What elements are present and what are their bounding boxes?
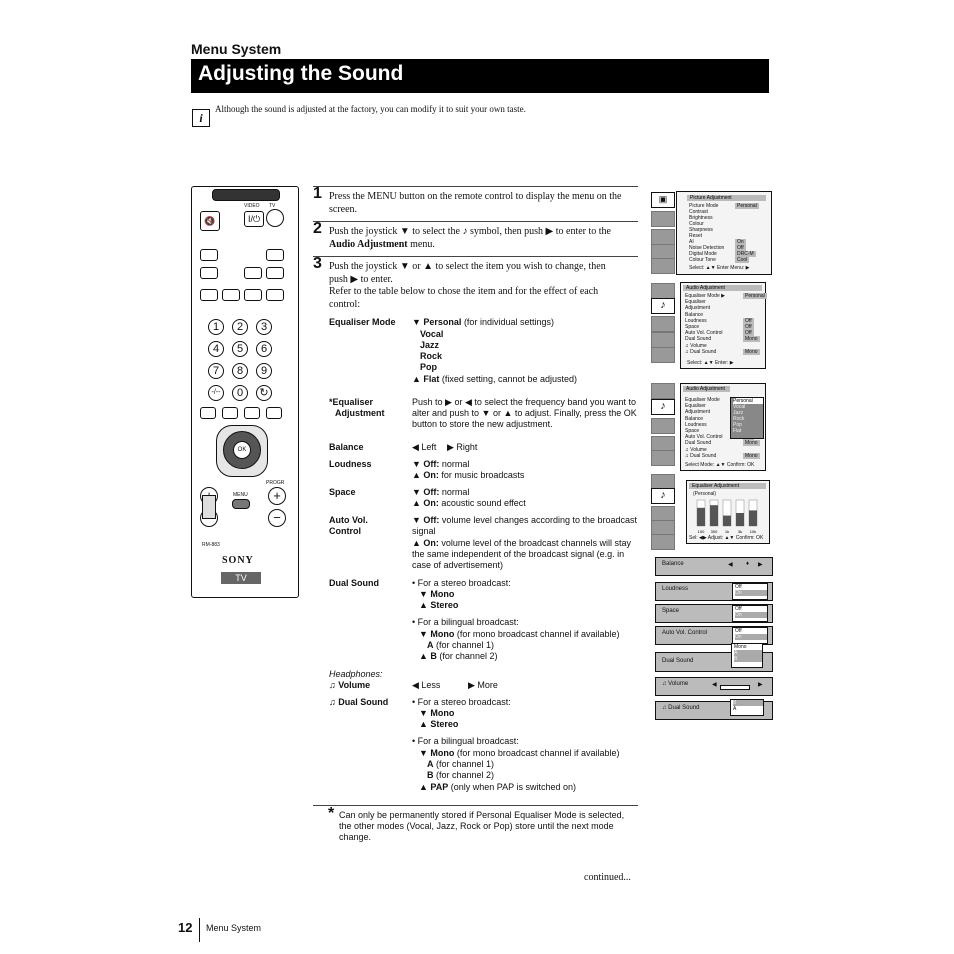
hp-b-note: (for channel 2) xyxy=(433,770,495,780)
screen-row-label: ♫ Volume xyxy=(685,446,707,453)
auto-vol-off xyxy=(412,515,638,537)
hp-mono: ▼ Mono xyxy=(419,708,455,718)
dual-b xyxy=(419,651,497,662)
continued-note: continued... xyxy=(584,872,631,883)
remote-control xyxy=(191,186,299,598)
auto-vol-bar-label: Auto Vol. Control xyxy=(662,630,708,636)
loudness-opt-on: On xyxy=(735,590,767,596)
screen-row-label: Colour Tone xyxy=(689,257,716,263)
tv-badge: TV xyxy=(221,572,261,584)
hp-a-note: (for channel 1) xyxy=(433,759,495,769)
equaliser-band-level xyxy=(749,510,757,526)
auto-vol-opt-on: On xyxy=(735,634,767,640)
equaliser-band-label: 100 xyxy=(697,529,705,534)
equaliser-adjust-text: Push to ▶ or ◀ to select the frequency band you want to alter and push to ▼ or ▲ to adjust. Finally, press the OK button to store the new adjustment. xyxy=(412,397,637,429)
loudness-off-key: ▼ Off: xyxy=(412,459,440,469)
screen-row-label: Adjustment xyxy=(685,305,711,312)
menu-tab-extra xyxy=(651,258,675,274)
footnote-text: Can only be permanently stored if Personal Equaliser Mode is selected, the other modes (Vocal, Jazz, Rock or Pop) store until the next mode change. xyxy=(339,810,625,842)
equaliser-personal xyxy=(412,317,554,328)
mode-rock: Rock xyxy=(420,351,443,361)
screen-row-label: Equaliser xyxy=(685,403,706,410)
auto-vol-on-text: volume level of the broadcast channels will stay the same independent of the broadcast signal (e.g. in case of advertisement) xyxy=(412,538,632,570)
personal-note: (for individual settings) xyxy=(461,317,554,327)
loudness-options xyxy=(732,583,768,600)
remote-button-row2-c xyxy=(266,267,284,279)
hp-stereo-bc: • For a stereo broadcast: xyxy=(412,697,511,707)
mode-vocal: Vocal xyxy=(420,329,444,339)
progr-label: PROGR xyxy=(266,480,285,486)
step-divider-1 xyxy=(313,186,638,187)
dual-opt-a: A xyxy=(734,650,762,656)
tv-label: TV xyxy=(269,203,276,209)
number-button-1: 1 xyxy=(208,319,224,335)
equaliser-band-level xyxy=(710,505,718,526)
menu-tab-picture: ▣ xyxy=(651,192,675,208)
hp-volume-more: ▶ More xyxy=(468,680,498,690)
video-power-button: I/⏻ xyxy=(244,211,264,227)
menu-tab-features-2 xyxy=(651,316,675,332)
balance-bar-label: Balance xyxy=(662,561,684,567)
screen-row-label: Balance xyxy=(685,311,704,318)
video-label: VIDEO xyxy=(244,203,260,209)
footer-section: Menu System xyxy=(206,923,262,933)
dual-a xyxy=(427,640,494,651)
menu-tab-sound xyxy=(651,211,675,227)
loudness-off-text: normal xyxy=(439,459,470,469)
remote-button-row3-d xyxy=(266,289,284,301)
equaliser-band-label: 10k xyxy=(749,529,757,534)
balance-bar xyxy=(655,557,773,576)
remote-button-row1-left xyxy=(200,249,218,261)
hp-pap-note: (only when PAP is switched on) xyxy=(448,782,576,792)
screen-row-label: Loudness xyxy=(685,421,707,428)
step-text-2c: menu. xyxy=(407,238,435,250)
loudness-on-text: for music broadcasts xyxy=(438,470,525,480)
screen-row-label: Dual Sound xyxy=(685,440,712,447)
personal-option: ▼ Personal xyxy=(412,317,462,327)
screen-row-label: Digital Mode xyxy=(689,251,717,257)
dual-b-key: ▲ B xyxy=(419,651,437,661)
step-text-2b: Audio Adjustment xyxy=(329,238,408,250)
screen-row-label: ♫ Dual Sound xyxy=(685,348,717,355)
dual-mono2-key: ▼ Mono xyxy=(419,629,455,639)
balance-left: ◀ Left xyxy=(412,442,437,452)
equaliser-mode-option: Jazz xyxy=(733,410,744,416)
hp-a xyxy=(427,759,494,770)
space-off xyxy=(412,487,469,498)
auto-vol-off-key: ▼ Off: xyxy=(412,515,440,525)
menu-tab-sound-2: ♪ xyxy=(651,298,675,314)
dual-stereo: ▲ Stereo xyxy=(419,600,459,610)
equaliser-screen-footer: Sel: ◀▶ Adjust: ▲▼ Confirm: OK xyxy=(689,535,764,541)
balance-left-arrow: ◀ xyxy=(728,562,733,568)
teletext-button xyxy=(244,407,260,419)
equaliser-flat xyxy=(412,374,577,385)
dual-bilingual-bc: • For a bilingual broadcast: xyxy=(412,617,519,627)
sound-button xyxy=(200,407,216,419)
screen-row-label: Sharpness xyxy=(689,227,713,233)
auto-vol-off-text: volume level changes according to the broadcast signal xyxy=(412,515,638,536)
remote-top-bar xyxy=(212,189,280,201)
equaliser-mode-option: Flat xyxy=(733,428,742,434)
picture-screen-footer: Select: ▲▼ Enter Menu: ▶ xyxy=(689,265,750,271)
number-button-8: 8 xyxy=(232,363,248,379)
equaliser-screen-subtitle: (Personal) xyxy=(693,491,717,497)
step-text-3: Push the joystick ▼ or ▲ to select the item you wish to change, then push ▶ to enter. xyxy=(329,261,606,285)
flat-option: ▲ Flat xyxy=(412,374,440,384)
equaliser-screen-title: Equaliser Adjustment xyxy=(689,483,766,489)
equaliser-band-level xyxy=(697,508,705,526)
auto-vol-on-key: ▲ On: xyxy=(412,538,439,548)
audio-screen-title: Audio Adjustment xyxy=(683,285,762,291)
number-button-7: 7 xyxy=(208,363,224,379)
menu-tab-features xyxy=(651,229,675,245)
space-opt-off: Off xyxy=(735,606,742,612)
hp-pap-key: ▲ PAP xyxy=(419,782,449,792)
screen-row-label: Auto Vol. Control xyxy=(685,434,723,441)
info-icon: i xyxy=(192,109,210,127)
dual-opt-mono: Mono xyxy=(734,644,747,650)
remote-model: RM-883 xyxy=(202,542,220,548)
space-opt-on: On xyxy=(735,612,767,618)
screen-row-value: Mono xyxy=(745,452,758,459)
dual-b-note: (for channel 2) xyxy=(436,651,498,661)
dual-mono: ▼ Mono xyxy=(419,589,455,599)
title-bar xyxy=(191,59,769,93)
hp-volume-less: ◀ Less xyxy=(412,680,441,690)
screen-row-label: AI xyxy=(689,239,694,245)
menu-tab-extra-2 xyxy=(651,347,675,363)
hp-volume-bar-label: ♫ Volume xyxy=(662,681,689,687)
equaliser-band-label: 300 xyxy=(710,529,718,534)
screen-row-label: Equaliser Mode xyxy=(685,397,720,403)
balance-indicator: ♦ xyxy=(746,561,750,567)
screen-row-label: Balance xyxy=(685,415,704,422)
equaliser-mode-option: Pop xyxy=(733,422,742,428)
hp-dual-opt-b: B xyxy=(733,700,763,706)
dual-mono2 xyxy=(419,629,620,640)
space-bar-label: Space xyxy=(662,608,680,614)
equaliser-mode-dropdown xyxy=(730,397,764,439)
hp-mono2-note: (for mono broadcast channel if available) xyxy=(454,748,620,758)
number-button-2: 2 xyxy=(232,319,248,335)
step-number-2: 2 xyxy=(313,220,322,237)
menu-tab-extra-3 xyxy=(651,450,675,466)
step-text-1: Press the MENU button on the remote control to display the menu on the screen. xyxy=(329,191,622,215)
menu-tab-picture-2 xyxy=(651,283,675,299)
equaliser-mode-option: Personal xyxy=(733,398,763,404)
step-number-3: 3 xyxy=(313,255,322,272)
hp-dual-opt-a: A xyxy=(733,706,737,712)
hp-volume-right-arrow: ▶ xyxy=(758,682,763,688)
equaliser-band-level xyxy=(723,516,731,526)
number-button-4: 4 xyxy=(208,341,224,357)
hp-volume-label: ♫ Volume xyxy=(329,680,371,690)
loudness-on xyxy=(412,470,524,481)
ok-button: OK xyxy=(233,441,251,459)
hp-dual-label: ♫ Dual Sound xyxy=(329,697,389,707)
number-button-9: 9 xyxy=(256,363,272,379)
audio-screen-footer: Select: ▲▼ Enter: ▶ xyxy=(687,360,734,366)
loudness-label: Loudness xyxy=(329,459,372,469)
mode-pop: Pop xyxy=(420,362,437,372)
equaliser-bars xyxy=(693,498,763,534)
step-text-2a: Push the joystick ▼ to select the ♪ symbol, then push ▶ to enter to the xyxy=(329,226,611,237)
remote-button-row2-b xyxy=(244,267,262,279)
headphones-heading: Headphones: xyxy=(329,669,383,679)
picture-adjustment-screen xyxy=(676,191,772,275)
menu-tab-features-3 xyxy=(651,418,675,434)
hp-b-key: B xyxy=(427,770,434,780)
hp-a-key: A xyxy=(427,759,434,769)
remote-button-row3-b xyxy=(222,289,240,301)
section-heading: Menu System xyxy=(191,41,282,57)
screen-row-value: On xyxy=(737,239,744,245)
hp-mono2-key: ▼ Mono xyxy=(419,748,455,758)
hp-stereo: ▲ Stereo xyxy=(419,719,459,729)
footnote-star: * xyxy=(328,805,335,822)
screen-row-value: Personal xyxy=(745,293,765,299)
mode-jazz: Jazz xyxy=(420,340,440,350)
auto-vol-label-2: Control xyxy=(329,526,361,536)
menu-tab-sound-3: ♪ xyxy=(651,399,675,415)
footnote-divider xyxy=(313,805,638,806)
dual-mono2-note: (for mono broadcast channel if available) xyxy=(454,629,620,639)
equaliser-mode-option: Vocal xyxy=(733,404,746,410)
hp-bilingual-bc: • For a bilingual broadcast: xyxy=(412,736,519,746)
remote-button-row2-a xyxy=(200,267,218,279)
remote-button-row3-c xyxy=(244,289,262,301)
screen-row-label: Reset xyxy=(689,233,703,239)
hp-mono2 xyxy=(419,748,620,759)
screen-row-value: Off xyxy=(745,330,752,337)
volume-rocker xyxy=(202,495,216,519)
dual-sound-bar-label: Dual Sound xyxy=(662,658,694,664)
menu-button xyxy=(232,499,250,509)
hp-dual-bar-label: ♫ Dual Sound xyxy=(662,705,700,711)
hp-dual-bar xyxy=(655,701,773,720)
balance-right: ▶ Right xyxy=(447,442,478,452)
remote-button-row1-right xyxy=(266,249,284,261)
flat-note: (fixed setting, cannot be adjusted) xyxy=(439,374,578,384)
screen-row-value: Off xyxy=(737,245,744,251)
dual-a-key: A xyxy=(427,640,434,650)
mute-button: 🔇 xyxy=(200,211,220,231)
dual-opt-b: B xyxy=(734,656,762,662)
footer-divider xyxy=(199,918,200,942)
loudness-opt-off: Off xyxy=(735,584,742,590)
number-button-6: 6 xyxy=(256,341,272,357)
screen-row-label: Space xyxy=(685,324,700,330)
audio-mode-screen-title: Audio Adjustment xyxy=(683,386,730,392)
equaliser-adjust-label-2: Adjustment xyxy=(335,408,385,418)
screen-row-label: ♫ Volume xyxy=(685,342,707,349)
program-plus-button: + xyxy=(268,487,286,505)
screen-row-label: Space xyxy=(685,428,700,434)
hp-b xyxy=(427,770,494,781)
page-number: 12 xyxy=(178,920,193,935)
balance-label: Balance xyxy=(329,442,364,452)
dual-sound-label: Dual Sound xyxy=(329,578,379,588)
remote-button-row3-a xyxy=(200,289,218,301)
tv-power-button xyxy=(266,209,284,227)
auto-vol-opt-off: Off xyxy=(735,628,742,634)
picture-screen-title: Picture Adjustment xyxy=(687,195,766,201)
space-on xyxy=(412,498,526,509)
equaliser-adjust-label-1: *Equaliser xyxy=(329,397,374,407)
loudness-bar-label: Loudness xyxy=(662,586,689,592)
screen-row-value: Mono xyxy=(745,348,758,355)
step-divider-3 xyxy=(313,256,638,257)
auto-vol-on xyxy=(412,538,638,571)
screen-row-label: Dual Sound xyxy=(685,336,712,343)
screen-row-value: Mono xyxy=(745,440,758,447)
screen-row-value: DRC-M xyxy=(737,251,754,257)
auto-vol-label-1: Auto Vol. xyxy=(329,515,368,525)
screen-row-label: Auto Vol. Control xyxy=(685,330,723,337)
picture-button xyxy=(222,407,238,419)
screen-row-label: Equaliser Mode ▶ xyxy=(685,293,725,299)
screen-row-label: Colour xyxy=(689,221,704,227)
number-button-0: 0 xyxy=(232,385,248,401)
position-button xyxy=(266,407,282,419)
number-button-3: 3 xyxy=(256,319,272,335)
hp-pap xyxy=(419,782,576,793)
screen-row-label: ♫ Dual Sound xyxy=(685,452,717,459)
screen-row-label: Contrast xyxy=(689,209,708,215)
equaliser-mode-option: Rock xyxy=(733,416,745,422)
menu-tab-setup-2 xyxy=(651,332,675,348)
space-on-key: ▲ On: xyxy=(412,498,439,508)
step-text-2 xyxy=(329,226,639,251)
menu-tab-picture-3 xyxy=(651,383,675,399)
screen-row-value: Cool xyxy=(737,257,748,263)
screen-row-label: Equaliser xyxy=(685,299,706,306)
loudness-off xyxy=(412,459,469,470)
space-on-text: acoustic sound effect xyxy=(438,498,526,508)
page-title: Adjusting the Sound xyxy=(198,62,404,85)
equaliser-band-label: 1k xyxy=(724,529,730,534)
hp-volume-left-arrow: ◀ xyxy=(712,682,717,688)
space-options xyxy=(732,605,768,622)
loudness-bar xyxy=(655,582,773,601)
equaliser-adjustment-screen xyxy=(686,480,770,544)
space-off-text: normal xyxy=(439,487,470,497)
screen-row-value: Off xyxy=(745,324,752,330)
dual-stereo-bc: • For a stereo broadcast: xyxy=(412,578,511,588)
screen-row-label: Adjustment xyxy=(685,409,711,416)
audio-mode-screen-footer: Select Mode: ▲▼ Confirm: OK xyxy=(685,462,755,468)
space-off-key: ▼ Off: xyxy=(412,487,440,497)
loudness-on-key: ▲ On: xyxy=(412,470,439,480)
screen-row-value: Off xyxy=(745,317,752,324)
auto-vol-options xyxy=(732,627,768,644)
screen-row-label: Picture Mode xyxy=(689,203,719,209)
equaliser-band-level xyxy=(736,513,744,526)
equaliser-mode-label: Equaliser Mode xyxy=(329,317,396,327)
step-divider-2 xyxy=(313,221,638,222)
dual-a-note: (for channel 1) xyxy=(433,640,495,650)
intro-text: Although the sound is adjusted at the factory, you can modify it to suit your own taste. xyxy=(215,104,526,114)
menu-label: MENU xyxy=(233,492,248,498)
digit-entry-button: -/-- xyxy=(208,385,224,401)
space-bar xyxy=(655,604,773,623)
sony-logo: SONY xyxy=(222,555,254,566)
screen-row-label: Brightness xyxy=(689,215,713,221)
menu-tab-extra-4 xyxy=(651,534,675,550)
balance-right-arrow: ▶ xyxy=(758,562,763,568)
space-label: Space xyxy=(329,487,356,497)
screen-row-value: Mono xyxy=(745,336,758,343)
program-minus-button: − xyxy=(268,509,286,527)
hp-volume-slider xyxy=(720,685,750,690)
hp-volume-bar xyxy=(655,677,773,696)
step-text-3b: Refer to the table below to chose the item and for the effect of each control: xyxy=(329,286,599,310)
hp-dual-options xyxy=(730,699,764,716)
screen-row-value: Personal xyxy=(737,203,757,209)
screen-row-label: Loudness xyxy=(685,317,707,324)
screen-row-label: Noise Detection xyxy=(689,245,725,251)
equaliser-band-label: 3k xyxy=(737,529,743,534)
step-number-1: 1 xyxy=(313,185,322,202)
menu-tab-sound-4: ♪ xyxy=(651,488,675,504)
jump-button: ↻ xyxy=(256,385,272,401)
audio-adjustment-screen xyxy=(680,282,766,369)
number-button-5: 5 xyxy=(232,341,248,357)
dual-sound-options xyxy=(731,643,763,668)
